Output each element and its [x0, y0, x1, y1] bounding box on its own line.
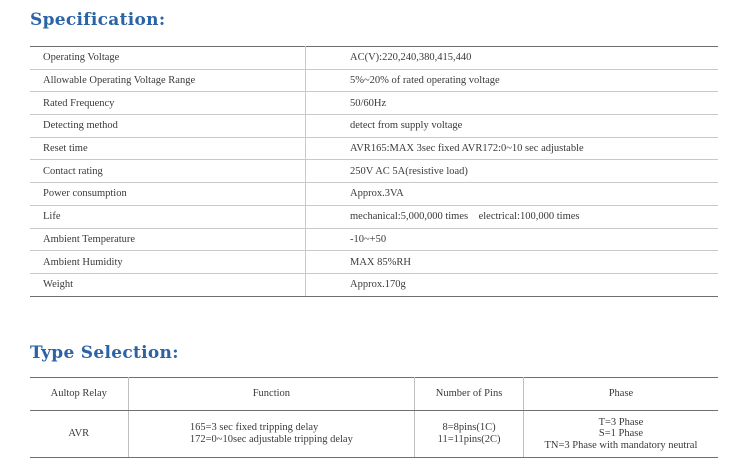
spec-value: Approx.3VA [306, 183, 719, 206]
spec-value: 50/60Hz [306, 92, 719, 115]
spec-value: detect from supply voltage [306, 115, 719, 138]
pins-line: 8=8pins(1C) [442, 422, 496, 434]
spec-row-contact-rating [30, 160, 718, 183]
function-line: 165=3 sec fixed tripping delay [189, 422, 319, 434]
spec-label: Ambient Humidity [30, 251, 306, 274]
function-line: 172=0~10sec adjustable tripping delay [189, 434, 353, 445]
header-pins: Number of Pins [415, 378, 524, 411]
spec-label: Rated Frequency [30, 92, 306, 115]
spec-value: AC(V):220,240,380,415,440 [306, 47, 719, 70]
specification-heading: Specification: [30, 10, 166, 30]
spec-row-life [30, 205, 718, 228]
phase-line: TN=3 Phase with mandatory neutral [544, 439, 698, 451]
spec-value: MAX 85%RH [306, 251, 719, 274]
spec-row-operating-voltage [30, 47, 718, 70]
spec-value: -10~+50 [306, 228, 719, 251]
spec-label: Allowable Operating Voltage Range [30, 69, 306, 92]
spec-value: AVR165:MAX 3sec fixed AVR172:0~10 sec adjustable [306, 137, 719, 160]
type-selection-table [30, 377, 718, 458]
spec-value: 5%~20% of rated operating voltage [306, 69, 719, 92]
spec-row-reset-time [30, 137, 718, 160]
spec-label: Reset time [30, 137, 306, 160]
type-selection-heading: Type Selection: [30, 343, 179, 363]
spec-label: Life [30, 205, 306, 228]
specification-table [30, 46, 718, 297]
spec-label: Weight [30, 273, 306, 296]
spec-row-weight [30, 273, 718, 296]
spec-value: Approx.170g [306, 273, 719, 296]
cell-function [128, 411, 415, 458]
type-row-avr [30, 411, 718, 458]
phase-line: S=1 Phase [598, 428, 644, 440]
spec-label: Ambient Temperature [30, 228, 306, 251]
spec-label: Contact rating [30, 160, 306, 183]
spec-row-rated-frequency [30, 92, 718, 115]
spec-label: Detecting method [30, 115, 306, 138]
header-relay: Aultop Relay [30, 378, 128, 411]
pins-line: 11=11pins(2C) [437, 434, 501, 445]
type-header-row [30, 378, 718, 411]
phase-line: T=3 Phase [598, 416, 644, 428]
spec-row-voltage-range [30, 69, 718, 92]
spec-value: 250V AC 5A(resistive load) [306, 160, 719, 183]
cell-relay: AVR [30, 411, 128, 458]
header-phase: Phase [523, 378, 718, 411]
spec-row-detecting-method [30, 115, 718, 138]
spec-row-ambient-temperature [30, 228, 718, 251]
spec-label: Power consumption [30, 183, 306, 206]
header-function: Function [128, 378, 415, 411]
cell-pins [415, 411, 524, 458]
spec-value: mechanical:5,000,000 times electrical:100,000 times [306, 205, 719, 228]
spec-row-ambient-humidity [30, 251, 718, 274]
spec-label: Operating Voltage [30, 47, 306, 70]
cell-phase [523, 411, 718, 458]
spec-row-power-consumption [30, 183, 718, 206]
